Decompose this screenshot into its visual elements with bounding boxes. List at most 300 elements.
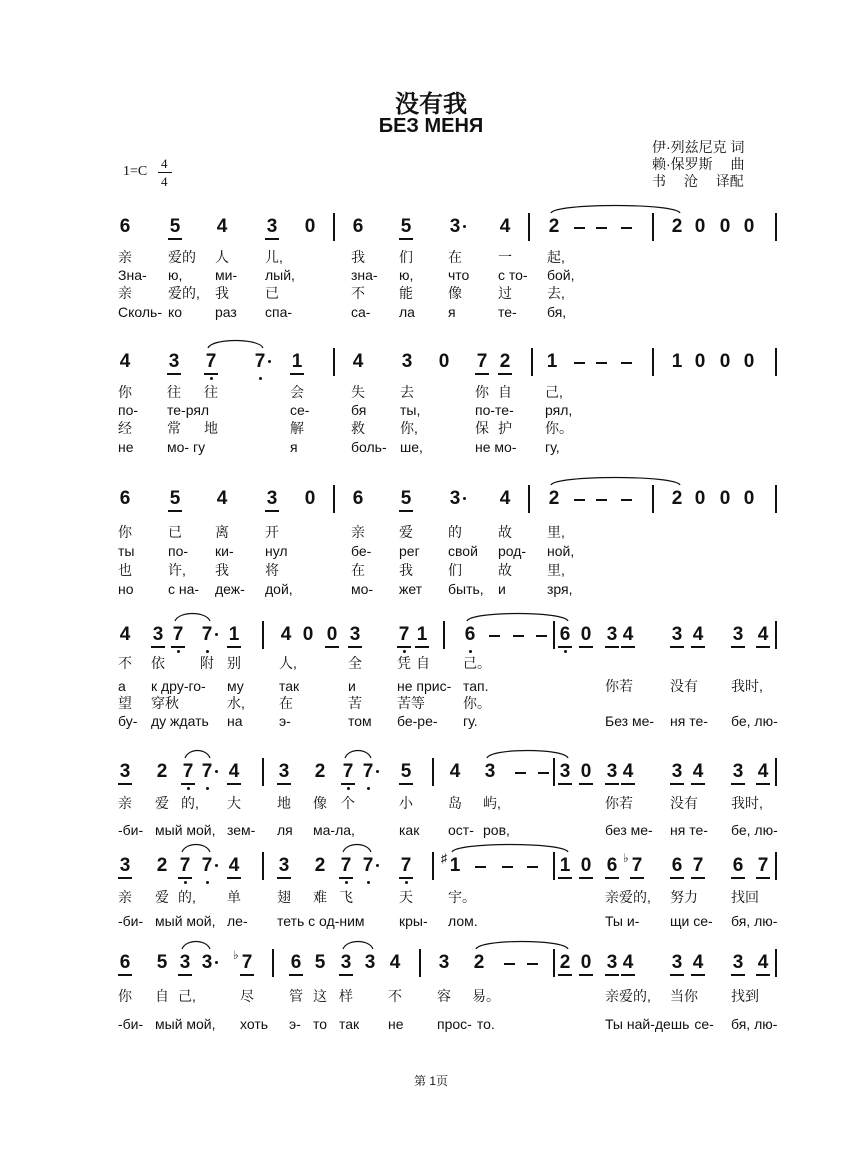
lyric-syllable: 己。 [463,655,491,671]
lyric-syllable: так [279,678,300,694]
lyric-syllable: ки- [215,543,234,559]
note: 7 [172,624,184,645]
note: 4 [499,216,511,237]
note: 3 [671,761,683,782]
note: 4 [499,488,511,509]
lyric-syllable: род- [498,543,527,559]
lyric-syllable: зна- [351,267,378,283]
lyric-syllable: 找到 [731,988,759,1004]
lyric-syllable: 失 [351,384,365,400]
lyric-syllable: 经 [118,420,132,436]
lyric-syllable: 我时, [731,795,763,811]
lyric-syllable: 故 [498,524,512,540]
lyric-syllable: 爱 [155,795,169,811]
lyric-syllable: 你 [118,524,132,540]
note: 2 [671,216,683,237]
note: 2 [499,351,511,372]
lyric-syllable: ты, [400,402,421,418]
lyric-syllable: 小 [399,795,413,811]
tie-slur [208,341,263,349]
lyric-syllable: 不 [388,988,402,1004]
lyric-syllable: нул [265,543,288,559]
note: 0 [580,624,592,645]
note: 7 [631,855,643,876]
credit-lyricist: 伊·列兹尼克 词 [652,139,745,155]
lyric-syllable: 救 [351,420,365,436]
lyric-syllable: 已 [265,285,279,301]
lyric-syllable: кры- [399,913,428,929]
note: 3 [606,761,618,782]
lyric-syllable: 起, [547,249,565,265]
note: 3 [168,351,180,372]
note: 1 [449,855,461,876]
note: 5 [156,952,168,973]
lyric-syllable: 凭 [397,655,411,671]
note: 2 [314,761,326,782]
note: 5 [400,216,412,237]
lyric-syllable: ше, [400,439,423,455]
note: 0 [743,488,755,509]
lyric-syllable: 我时, [731,678,763,694]
note: 3 [732,761,744,782]
lyric-syllable: 在 [279,695,293,711]
note: 7 [179,855,191,876]
lyric-syllable: бя [351,402,367,418]
lyric-syllable: ма-ла, [313,822,355,838]
note: 6 [732,855,744,876]
lyric-syllable: 别 [227,655,241,671]
note: 4 [757,761,769,782]
lyric-syllable: 会 [290,384,304,400]
sharp-sign: ♯ [441,851,447,865]
lyric-syllable: се- [290,402,310,418]
lyric-syllable: лом. [448,913,478,929]
note: 7 [362,855,374,876]
note: 4 [692,761,704,782]
lyric-syllable: 你 [118,384,132,400]
lyric-syllable: хоть [240,1016,269,1032]
note: 5 [169,216,181,237]
lyric-syllable: гу, [545,439,560,455]
lyric-syllable: те- [498,304,517,320]
note: 0 [580,952,592,973]
tie-slur [343,942,373,950]
lyric-syllable: 你。 [463,695,491,711]
tie-slur [182,942,210,950]
note: 3 [340,952,352,973]
lyric-syllable: са- [351,304,371,320]
lyric-syllable: 水, [227,695,245,711]
lyric-syllable: а [118,678,126,694]
lyric-syllable: не [118,439,134,455]
lyric-syllable: не [388,1016,404,1032]
lyric-syllable: дой, [265,581,293,597]
lyric-syllable: свой [448,543,478,559]
note: 3 [732,624,744,645]
lyric-syllable: 不 [118,655,132,671]
note: 0 [743,351,755,372]
note: 3 [438,952,450,973]
lyric-syllable: я [290,439,298,455]
lyric-syllable: 的, [178,889,196,905]
note: 6 [671,855,683,876]
note: 4 [692,952,704,973]
lyric-syllable: 儿, [265,249,283,265]
note: 3 [559,761,571,782]
lyric-syllable: 故 [498,562,512,578]
note: 0 [694,488,706,509]
lyric-syllable: бе-ре- [397,713,438,729]
lyric-syllable: ду ждать [151,713,209,729]
note: 4 [449,761,461,782]
lyric-syllable: 往 [167,384,181,400]
lyric-syllable: 像 [313,795,327,811]
lyric-syllable: 像 [448,285,462,301]
lyric-syllable: ост- [448,822,474,838]
note: 7 [757,855,769,876]
note: 4 [216,488,228,509]
note: 4 [119,351,131,372]
lyric-syllable: -би- [118,1016,144,1032]
lyric-syllable: бя, лю- [731,1016,778,1032]
note: 2 [548,216,560,237]
lyric-syllable: спа- [265,304,293,320]
note: 7 [201,855,213,876]
note: 0 [694,351,706,372]
lyric-syllable: раз [215,304,237,320]
lyric-syllable: Зна- [118,267,147,283]
lyric-syllable: 往 [204,384,218,400]
lyric-syllable: 宇。 [448,889,476,905]
lyric-syllable: 望 [118,695,132,711]
lyric-syllable: мый мой, [155,822,216,838]
note: 0 [719,351,731,372]
lyric-syllable: 你 [475,384,489,400]
tie-slur [185,751,210,759]
lyric-syllable: ня те- [670,822,708,838]
lyric-syllable: ля [277,822,293,838]
lyric-syllable: -би- [118,913,144,929]
note: 1 [228,624,240,645]
lyric-syllable: лый, [265,267,295,283]
note: 3 [671,952,683,973]
lyric-syllable: се- [694,1016,714,1032]
lyric-syllable: 解 [290,420,304,436]
note: 2 [559,952,571,973]
note: 7 [205,351,217,372]
tie-slur [487,751,568,759]
lyric-syllable: 的, [181,795,199,811]
credit-translator: 书 沧 译配 [652,173,744,189]
lyric-syllable: гу. [463,713,478,729]
note: 4 [757,624,769,645]
note: 3 [119,761,131,782]
lyric-syllable: так [339,1016,360,1032]
lyric-syllable: Без ме- [605,713,655,729]
lyric-syllable: 去, [547,285,565,301]
note: 3 [152,624,164,645]
note: 7 [201,624,213,645]
note: 4 [228,855,240,876]
lyric-syllable: быть, [448,581,484,597]
note: 0 [438,351,450,372]
lyric-syllable: ла [399,304,415,320]
note: 2 [156,761,168,782]
note: 3 [278,855,290,876]
lyric-syllable: э- [289,1016,301,1032]
lyric-syllable: 没有 [670,795,698,811]
lyric-syllable: ня те- [670,713,708,729]
lyric-syllable: теть с од-ним [277,913,365,929]
lyric-syllable: 我 [399,562,413,578]
note: 1 [416,624,428,645]
note: 3 [401,351,413,372]
lyric-syllable: -би- [118,822,144,838]
tie-slur [343,845,371,853]
lyric-syllable: боль- [351,439,387,455]
note: 3 [449,216,461,237]
lyric-syllable: мо- гу [167,439,206,455]
flat-sign: ♭ [623,851,629,865]
note: 0 [580,761,592,782]
note: 7 [340,855,352,876]
tie-slur [551,206,680,214]
note: 0 [304,216,316,237]
lyric-syllable: Сколь- [118,304,162,320]
tie-slur [345,751,371,759]
lyric-syllable: 在 [351,562,365,578]
lyric-syllable: 这 [313,988,327,1004]
lyric-syllable: Ты най-дешь [605,1016,690,1032]
lyric-syllable: не мо- [475,439,517,455]
time-signature-bottom: 4 [161,174,168,189]
lyric-syllable: то. [476,1016,495,1032]
note: 6 [119,488,131,509]
note: 4 [622,624,634,645]
lyric-syllable: бя, [547,304,567,320]
lyric-syllable: щи се- [670,913,713,929]
note: 7 [182,761,194,782]
lyric-syllable: 保 [475,420,489,436]
lyric-syllable: 自 [498,384,512,400]
lyric-syllable: 爱 [155,889,169,905]
note: 7 [362,761,374,782]
lyric-syllable: деж- [215,581,245,597]
note: 7 [254,351,266,372]
lyric-syllable: 你若 [605,678,633,694]
note: 2 [671,488,683,509]
lyric-syllable: 屿, [483,795,501,811]
lyric-syllable: ми- [215,267,238,283]
lyric-syllable: рял, [545,402,573,418]
lyric-syllable: му [227,678,244,694]
note: 7 [476,351,488,372]
note: 4 [352,351,364,372]
lyric-syllable: 也 [118,562,132,578]
lyric-syllable: 当你 [670,988,698,1004]
note: 6 [352,216,364,237]
lyric-syllable: 亲 [118,889,132,905]
note: 0 [304,488,316,509]
note: 6 [119,216,131,237]
lyric-syllable: 亲 [118,795,132,811]
lyric-syllable: мый мой, [155,913,216,929]
note: 5 [400,488,412,509]
note: 3 [266,488,278,509]
note: 4 [119,624,131,645]
note: 0 [719,216,731,237]
lyric-syllable: ю, [168,267,183,283]
lyric-syllable: то [313,1016,328,1032]
tie-slur [182,845,210,853]
lyric-syllable: 们 [399,249,413,265]
note: 3 [606,952,618,973]
note: 6 [119,952,131,973]
lyric-syllable: 地 [277,795,291,811]
lyric-syllable: мый мой, [155,1016,216,1032]
note: 4 [622,952,634,973]
tie-slur [551,478,680,486]
lyric-syllable: 易。 [472,988,500,1004]
lyric-syllable: по- [168,543,189,559]
lyric-syllable: 自 [416,655,430,671]
lyric-syllable: 穿秋 [151,695,179,711]
lyric-syllable: 自 [155,988,169,1004]
note: 3 [671,624,683,645]
lyric-syllable: 我 [215,285,229,301]
flat-sign: ♭ [233,948,239,962]
note: 1 [671,351,683,372]
lyric-syllable: 一 [498,249,512,265]
lyric-syllable: 没有 [670,678,698,694]
lyric-syllable: на [227,713,243,729]
note: 3 [201,952,213,973]
lyric-syllable: зря, [547,581,573,597]
lyric-syllable: том [348,713,372,729]
lyric-syllable: 你 [118,988,132,1004]
lyric-syllable: что [448,267,470,283]
lyric-syllable: бой, [547,267,575,283]
lyric-syllable: 你。 [545,420,573,436]
lyric-syllable: бу- [118,713,138,729]
note: 7 [398,624,410,645]
tie-slur [452,845,568,853]
note: 0 [743,216,755,237]
lyric-syllable: 容 [437,988,451,1004]
lyric-syllable: 离 [215,524,229,540]
note: 6 [290,952,302,973]
note: 3 [364,952,376,973]
lyric-syllable: без ме- [605,822,653,838]
note: 2 [548,488,560,509]
lyric-syllable: 爱的 [168,249,196,265]
lyric-syllable: 你, [400,420,418,436]
lyric-syllable: тап. [463,678,489,694]
note: 7 [201,761,213,782]
lyric-syllable: 地 [204,420,218,436]
note: 2 [473,952,485,973]
lyric-syllable: 样 [339,988,353,1004]
page-number: 第 1页 [413,1074,448,1088]
note: 3 [119,855,131,876]
lyric-syllable: те-рял [167,402,210,418]
lyric-syllable: 能 [399,285,413,301]
note: 5 [169,488,181,509]
lyric-syllable: 你若 [605,795,633,811]
note: 7 [342,761,354,782]
lyric-syllable: бе- [351,543,372,559]
lyric-syllable: 苦等 [397,695,425,711]
lyric-syllable: и [348,678,356,694]
lyric-syllable: рег [399,543,420,559]
credit-composer: 赖·保罗斯 曲 [652,156,745,172]
lyric-syllable: 亲爱的, [605,889,651,905]
lyric-syllable: ров, [483,822,510,838]
note: 7 [241,952,253,973]
note: 4 [228,761,240,782]
lyric-syllable: 常 [167,420,181,436]
lyric-syllable: 翅 [277,889,291,905]
note: 5 [400,761,412,782]
note: 6 [606,855,618,876]
lyric-syllable: 飞 [339,889,353,905]
lyric-syllable: 找回 [731,889,759,905]
lyric-syllable: прос- [437,1016,472,1032]
lyric-syllable: я [448,304,456,320]
lyric-syllable: 过 [498,285,512,301]
lyric-syllable: 不 [351,285,365,301]
note: 6 [464,624,476,645]
lyric-syllable: по- [118,402,139,418]
lyric-syllable: 将 [265,562,279,578]
note: 4 [280,624,292,645]
lyric-syllable: 己, [545,384,563,400]
lyric-syllable: 我 [351,249,365,265]
lyric-syllable: 大 [227,795,241,811]
note: 1 [546,351,558,372]
note: 0 [694,216,706,237]
lyric-syllable: 爱 [399,524,413,540]
lyric-syllable: 全 [348,655,362,671]
lyric-syllable: с то- [498,267,528,283]
note: 6 [352,488,364,509]
lyric-syllable: 难 [313,889,327,905]
note: 5 [314,952,326,973]
tie-slur [175,614,210,622]
lyric-syllable: с на- [168,581,200,597]
lyric-syllable: 苦 [348,695,362,711]
lyric-syllable: ле- [227,913,248,929]
lyric-syllable: 天 [399,889,413,905]
lyric-syllable: не прис- [397,678,452,694]
note: 4 [622,761,634,782]
lyric-syllable: зем- [227,822,256,838]
lyric-syllable: как [399,822,420,838]
note: 3 [278,761,290,782]
note: 0 [302,624,314,645]
lyric-syllable: 许, [168,562,186,578]
song-title-russian: БЕЗ МЕНЯ [378,115,484,137]
note: 3 [606,624,618,645]
note: 3 [179,952,191,973]
note: 1 [291,351,303,372]
lyric-syllable: 爱的, [168,285,200,301]
note: 2 [314,855,326,876]
lyric-syllable: ты [118,543,135,559]
lyric-syllable: и [498,581,506,597]
lyric-syllable: э- [279,713,291,729]
tie-slur [467,614,568,622]
